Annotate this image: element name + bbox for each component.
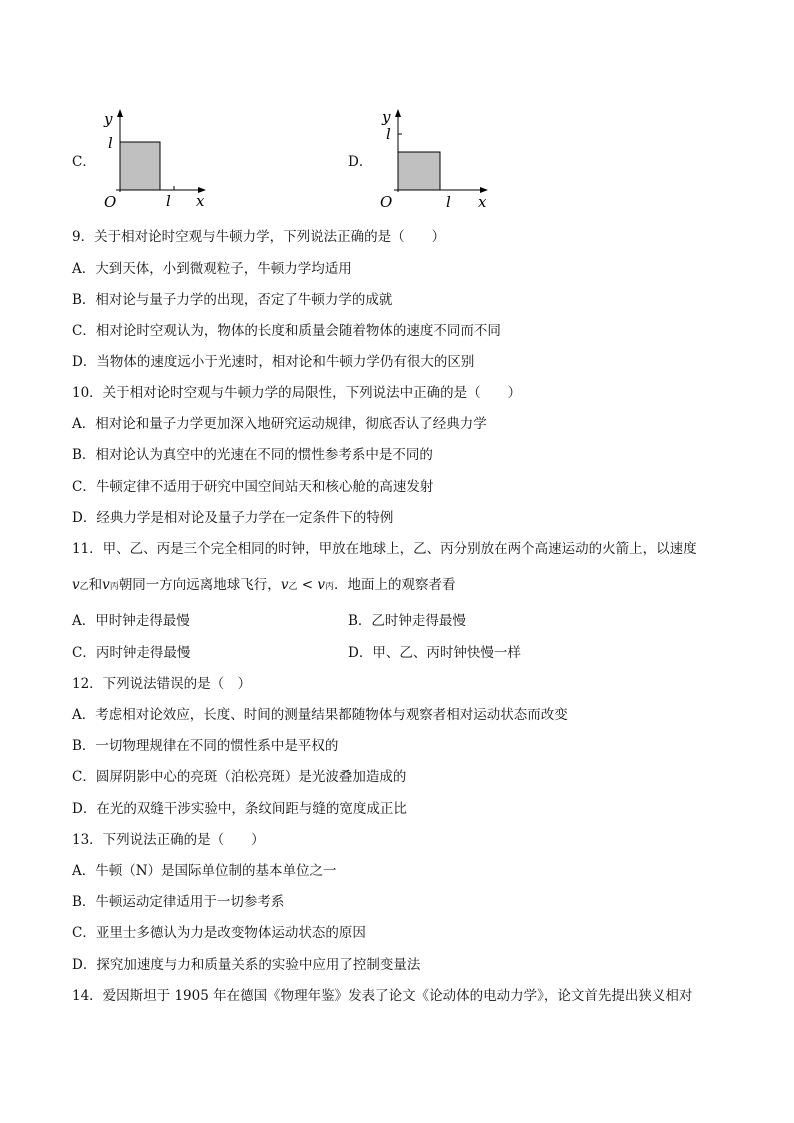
figure-c-l-axis-label: l [108,134,113,152]
q9-option-d: D．当物体的速度远小于光速时，相对论和牛顿力学仍有很大的区别 [72,354,475,370]
q11-mid: 朝同一方向远离地球飞行， [118,577,281,593]
figure-d-l-tick-label: l [446,193,451,210]
q9-option-a: A．大到天体，小到微观粒子，牛顿力学均适用 [72,261,352,277]
q11-lt: < [297,577,318,593]
q11-v-bing-sub: 丙 [109,582,119,592]
q10-option-a: A．相对论和量子力学更加深入地研究运动规律，彻底否认了经典力学 [72,416,487,432]
q10-option-d: D．经典力学是相对论及量子力学在一定条件下的特例 [72,510,394,526]
q9-option-b: B．相对论与量子力学的出现，否定了牛顿力学的成就 [72,292,393,308]
q12-option-c: C．圆屏阴影中心的亮斑（泊松亮斑）是光波叠加造成的 [72,769,407,785]
q11-end: ．地面上的观察者看 [334,577,456,593]
q13-stem: 13．下列说法正确的是（ ） [72,832,265,848]
q10-stem: 10．关于相对论时空观与牛顿力学的局限性，下列说法中正确的是（ ） [72,385,522,401]
q11-v-bing-2: v [317,577,326,593]
q11-v-yi-2: v [280,577,289,593]
q11-v-yi-sub-2: 乙 [288,582,298,592]
figure-d-l-axis-label: l [386,125,391,143]
q11-option-a: A．甲时钟走得最慢 [72,613,190,629]
option-c-label: C． [72,154,96,170]
q11-v-yi: v [72,577,80,593]
figure-d-x-label: x [478,193,487,210]
q12-option-d: D．在光的双缝干涉实验中，条纹间距与缝的宽度成正比 [72,801,407,817]
figure-c-l-tick-label: l [166,192,171,210]
q10-option-b: B．相对论认为真空中的光速在不同的惯性参考系中是不同的 [72,447,433,463]
q11-v-bing-sub-2: 丙 [325,582,335,592]
q12-option-b: B．一切物理规律在不同的惯性系中是平权的 [72,738,339,754]
q11-option-c: C．丙时钟走得最慢 [72,645,191,661]
figure-c-graph [98,104,218,210]
q14-stem: 14．爱因斯坦于 1905 年在德国《物理年鉴》发表了论文《论动体的电动力学》，论文首先提出狭义相对 [72,988,693,1004]
q11-option-d: D．甲、乙、丙时钟快慢一样 [348,645,521,661]
q13-option-b: B．牛顿运动定律适用于一切参考系 [72,894,285,910]
figure-c-y-label: y [104,110,113,128]
q9-option-c: C．相对论时空观认为，物体的长度和质量会随着物体的速度不同而不同 [72,323,501,339]
q11-option-b: B．乙时钟走得最慢 [348,613,466,629]
q13-option-a: A．牛顿（N）是国际单位制的基本单位之一 [72,863,337,879]
q11-v-bing: v [102,577,110,593]
q11-stem-line1: 11．甲、乙、丙是三个完全相同的时钟，甲放在地球上，乙、丙分别放在两个高速运动的火箭上，以速度 [72,541,697,557]
q11-stem-line2 [72,576,456,596]
q10-option-c: C．牛顿定律不适用于研究中国空间站天和核心舱的高速发射 [72,479,434,495]
q11-v-yi-sub: 乙 [79,582,89,592]
q11-and: 和 [88,577,103,593]
figure-c-origin-label: O [104,193,117,210]
q12-stem: 12．下列说法错误的是（ ） [72,676,252,692]
figure-d-rect [398,152,440,190]
figure-d-graph [378,102,498,210]
q12-option-a: A．考虑相对论效应，长度、时间的测量结果都随物体与观察者相对运动状态而改变 [72,707,568,723]
q13-option-c: C．亚里士多德认为力是改变物体运动状态的原因 [72,925,366,941]
figure-c-rect [120,142,160,190]
figure-c-x-label: x [196,192,205,210]
q13-option-d: D．探究加速度与力和质量关系的实验中应用了控制变量法 [72,957,421,973]
q9-stem: 9．关于相对论时空观与牛顿力学，下列说法正确的是（ ） [72,229,446,245]
figure-d-y-arrow [395,109,401,117]
figure-c-y-arrow [117,109,123,117]
figure-d-origin-label: O [380,193,393,210]
figure-d-y-label: y [382,108,391,126]
option-d-label: D． [348,154,373,170]
